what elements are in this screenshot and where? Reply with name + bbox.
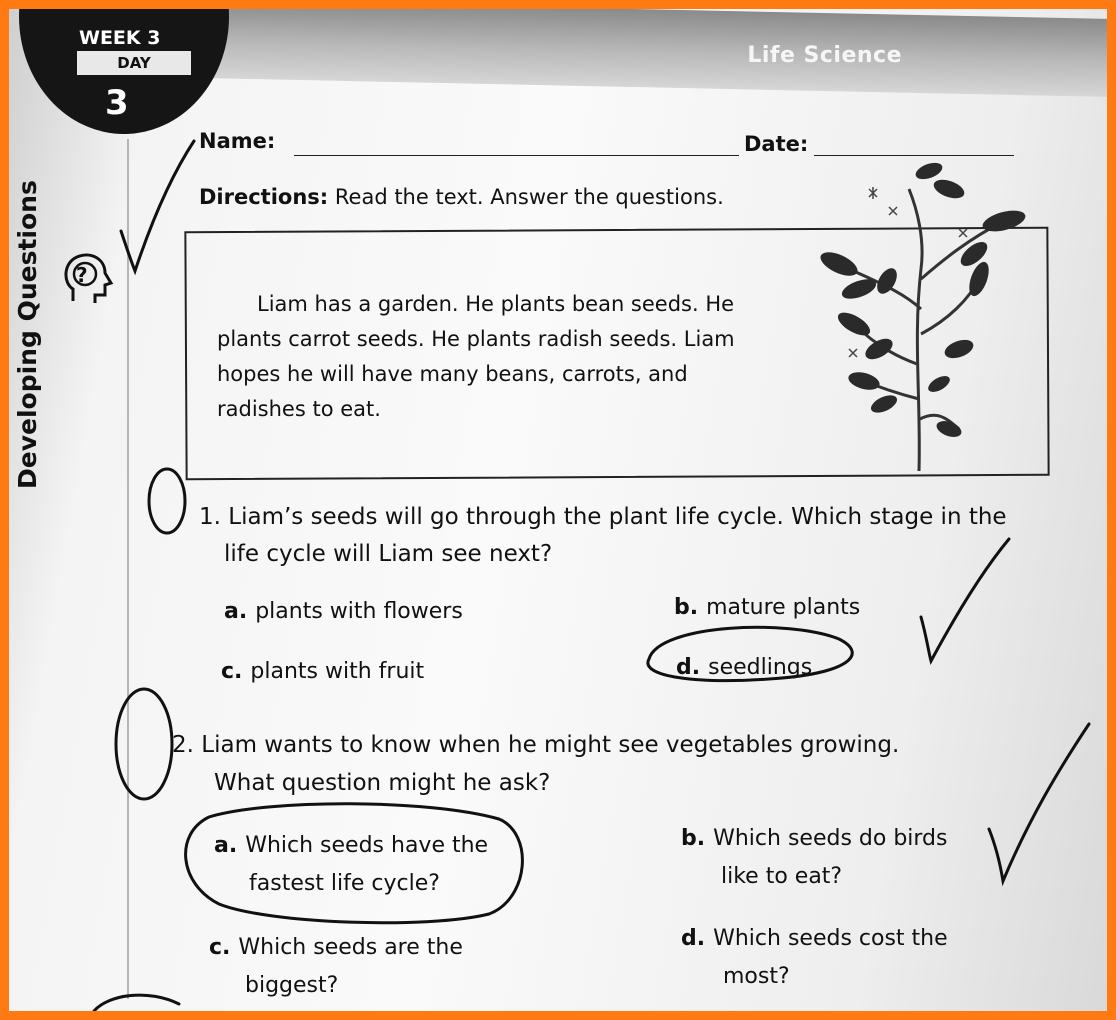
option-text: mature plants: [706, 595, 861, 620]
option-text: plants with fruit: [250, 659, 425, 684]
option-letter: d.: [676, 655, 701, 680]
option-text: like to eat?: [721, 864, 843, 889]
option-text: plants with flowers: [255, 599, 463, 624]
option-letter: d.: [681, 926, 706, 951]
option-text: most?: [723, 964, 790, 989]
passage-line: hopes he will have many beans, carrots, and: [217, 362, 688, 386]
option-text: Which seeds cost the: [713, 926, 948, 951]
answer-option[interactable]: [681, 820, 947, 858]
header-banner: [159, 9, 1107, 97]
thinking-head-question-icon: [59, 249, 119, 315]
answer-option[interactable]: [681, 920, 948, 958]
option-text: Which seeds have the: [245, 833, 489, 858]
passage-line: radishes to eat.: [217, 397, 381, 421]
day-number: 3: [105, 83, 129, 123]
question-1: [199, 499, 1007, 536]
option-letter: a.: [224, 599, 248, 624]
question-circle: [94, 995, 179, 1011]
checkmark-icon: [121, 141, 194, 271]
day-label: DAY: [77, 51, 191, 75]
side-label: [13, 180, 42, 489]
question-text: life cycle will Liam see next?: [224, 541, 553, 567]
name-label: Name:: [199, 129, 276, 153]
question-text: Liam wants to know when he might see vegetables growing.: [201, 732, 900, 758]
question-text: What question might he ask?: [214, 770, 551, 796]
week-label: WEEK 3: [79, 27, 161, 49]
date-field[interactable]: [814, 155, 1014, 156]
name-field[interactable]: [294, 155, 739, 156]
option-letter: c.: [209, 935, 231, 960]
side-label-text: Developing Questions: [13, 180, 42, 489]
plant-illustration: [809, 159, 1049, 483]
directions-text: Read the text. Answer the questions.: [328, 185, 724, 209]
directions-label: Directions:: [199, 185, 329, 209]
passage-line: plants carrot seeds. He plants radish seeds. Liam: [217, 327, 735, 351]
worksheet-page: [9, 9, 1107, 1011]
option-text: biggest?: [245, 973, 339, 998]
margin-line: [127, 139, 129, 999]
checkmark-icon: [921, 539, 1009, 661]
passage-text: [217, 287, 817, 427]
option-text: Which seeds do birds: [713, 826, 948, 851]
answer-option[interactable]: [224, 593, 463, 631]
answer-option[interactable]: [221, 653, 424, 691]
option-text: seedlings: [708, 655, 813, 680]
question-circle: [116, 689, 172, 799]
svg-text:?: ?: [76, 263, 88, 287]
passage-line: Liam has a garden. He plants bean seeds. He: [257, 292, 735, 316]
date-label: Date:: [744, 132, 809, 156]
option-text: fastest life cycle?: [249, 871, 440, 896]
directions: [199, 185, 724, 209]
question-text: Liam’s seeds will go through the plant life cycle. Which stage in the: [228, 504, 1007, 530]
question-2: [172, 727, 899, 764]
answer-option[interactable]: [209, 929, 463, 967]
question-number: 2.: [172, 732, 194, 758]
question-number: 1.: [199, 504, 221, 530]
option-letter: c.: [221, 659, 243, 684]
subject-title: Life Science: [747, 43, 902, 68]
checkmark-icon: [989, 724, 1089, 881]
answer-option-selected[interactable]: [214, 827, 488, 865]
option-letter: b.: [674, 595, 699, 620]
option-text: Which seeds are the: [238, 935, 463, 960]
option-letter: a.: [214, 833, 238, 858]
answer-option-selected[interactable]: [676, 649, 812, 687]
question-circle: [149, 469, 185, 533]
answer-option[interactable]: [674, 589, 860, 627]
option-letter: b.: [681, 826, 706, 851]
